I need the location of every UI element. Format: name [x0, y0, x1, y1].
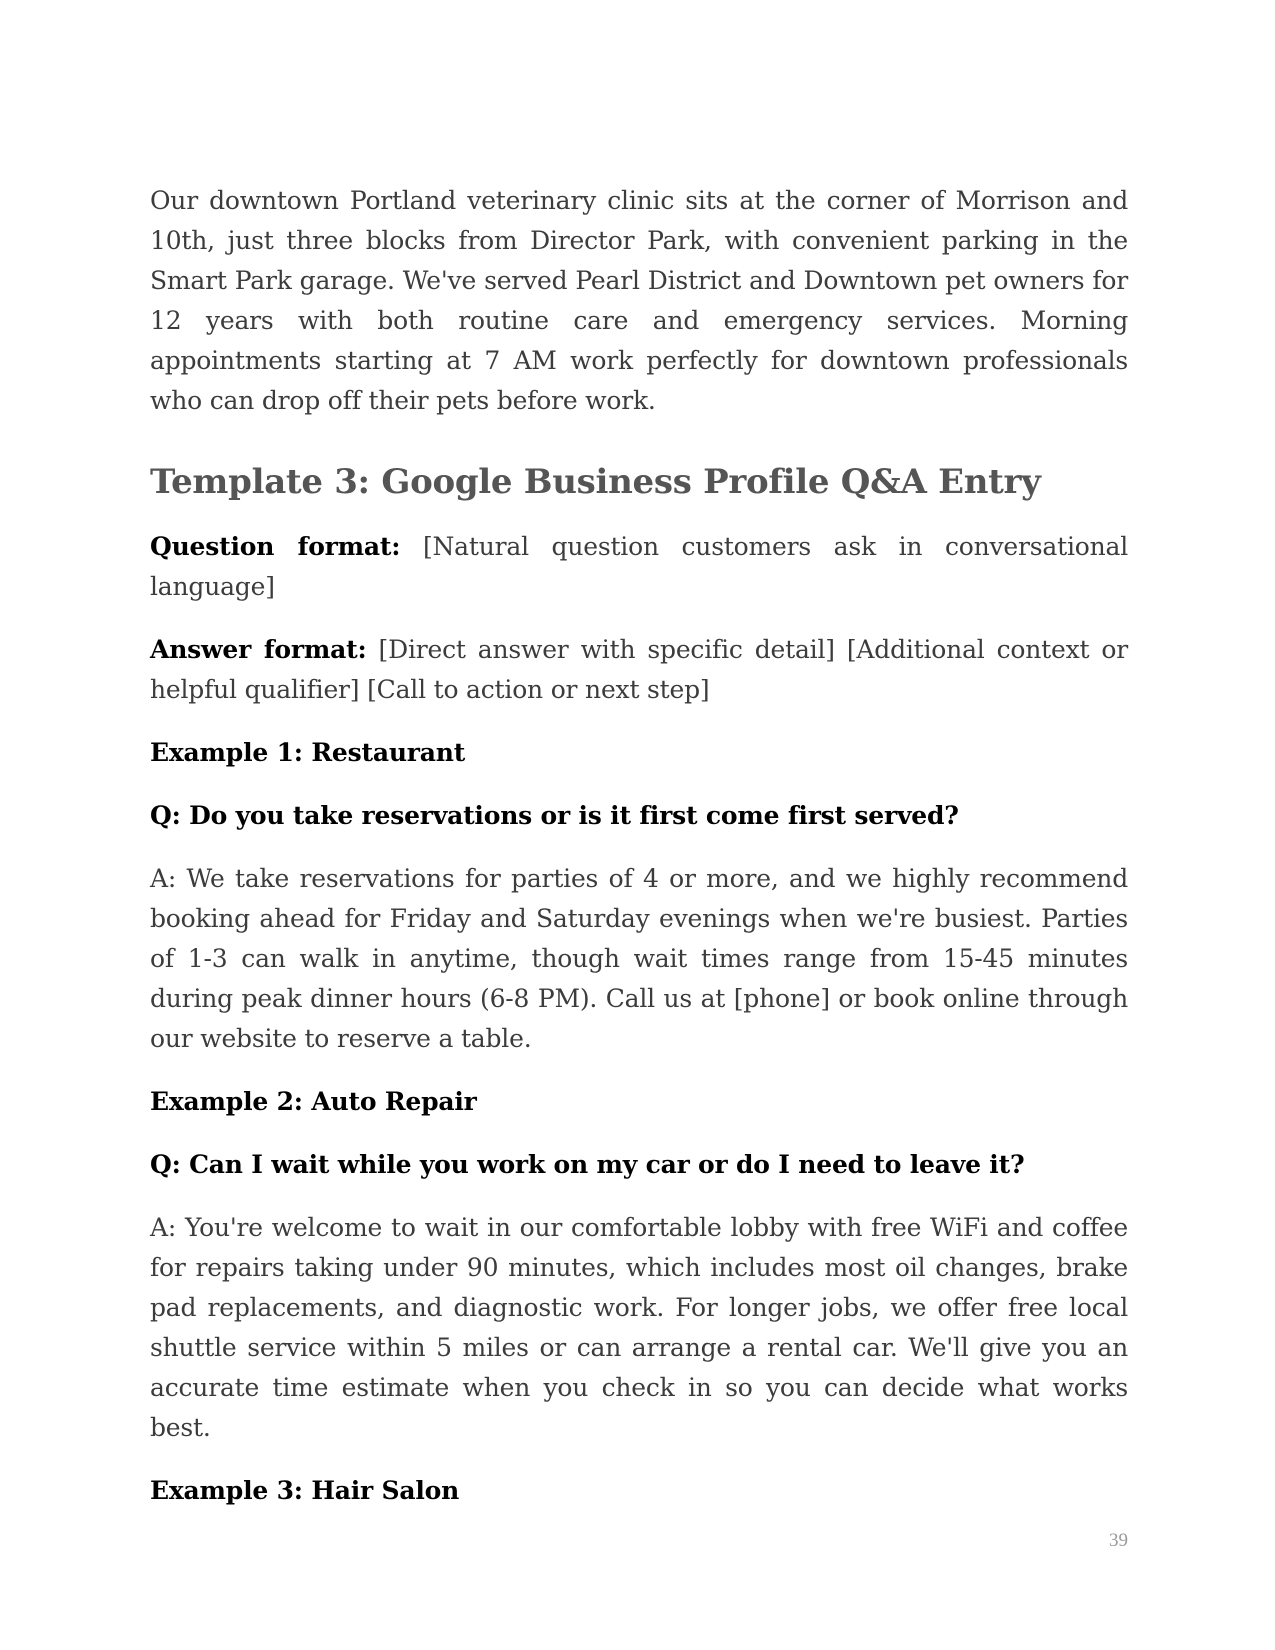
question-format-line [150, 527, 1128, 607]
document-page [150, 181, 1128, 1534]
example-1-question: Q: Do you take reservations or is it first come first served? [150, 801, 959, 830]
example-1-answer: A: We take reservations for parties of 4 or more, and we highly recommend booking ahead for Friday and Saturday evenings when we're busiest. Parties of 1-3 can walk in anytime, though wait times range from 15-45 minutes during peak dinner hours (6-8 PM). Call us at [phone] or book online through our website to reserve a table. [150, 864, 1128, 1053]
example-1-title: Example 1: Restaurant [150, 738, 466, 767]
question-format-text: [Natural question customers ask in conversational language] [150, 532, 1128, 601]
section-heading: Template 3: Google Business Profile Q&A Entry [150, 462, 1041, 502]
example-2-title: Example 2: Auto Repair [150, 1087, 477, 1116]
answer-format-text: [Direct answer with specific detail] [Additional context or helpful qualifier] [Call to action or next step] [150, 635, 1129, 704]
example-2-answer: A: You're welcome to wait in our comfortable lobby with free WiFi and coffee for repairs taking under 90 minutes, which includes most oil changes, brake pad replacements, and diagnostic work. For longer jobs, we offer free local shuttle service within 5 miles or can arrange a rental car. We'll give you an accurate time estimate when you check in so you can decide what works best. [150, 1213, 1128, 1442]
example-2-question: Q: Can I wait while you work on my car or do I need to leave it? [150, 1150, 1025, 1179]
example-3-title: Example 3: Hair Salon [150, 1476, 460, 1505]
intro-paragraph: Our downtown Portland veterinary clinic sits at the corner of Morrison and 10th, just three blocks from Director Park, with convenient parking in the Smart Park garage. We've served Pearl District and Downtown pet owners for 12 years with both routine care and emergency services. Morning appointments starting at 7 AM work perfectly for downtown professionals who can drop off their pets before work. [150, 186, 1128, 415]
page-number: 39 [1109, 1530, 1128, 1551]
answer-format-label: Answer format: [150, 635, 367, 664]
question-format-label: Question format: [150, 532, 401, 561]
answer-format-line [150, 630, 1128, 710]
